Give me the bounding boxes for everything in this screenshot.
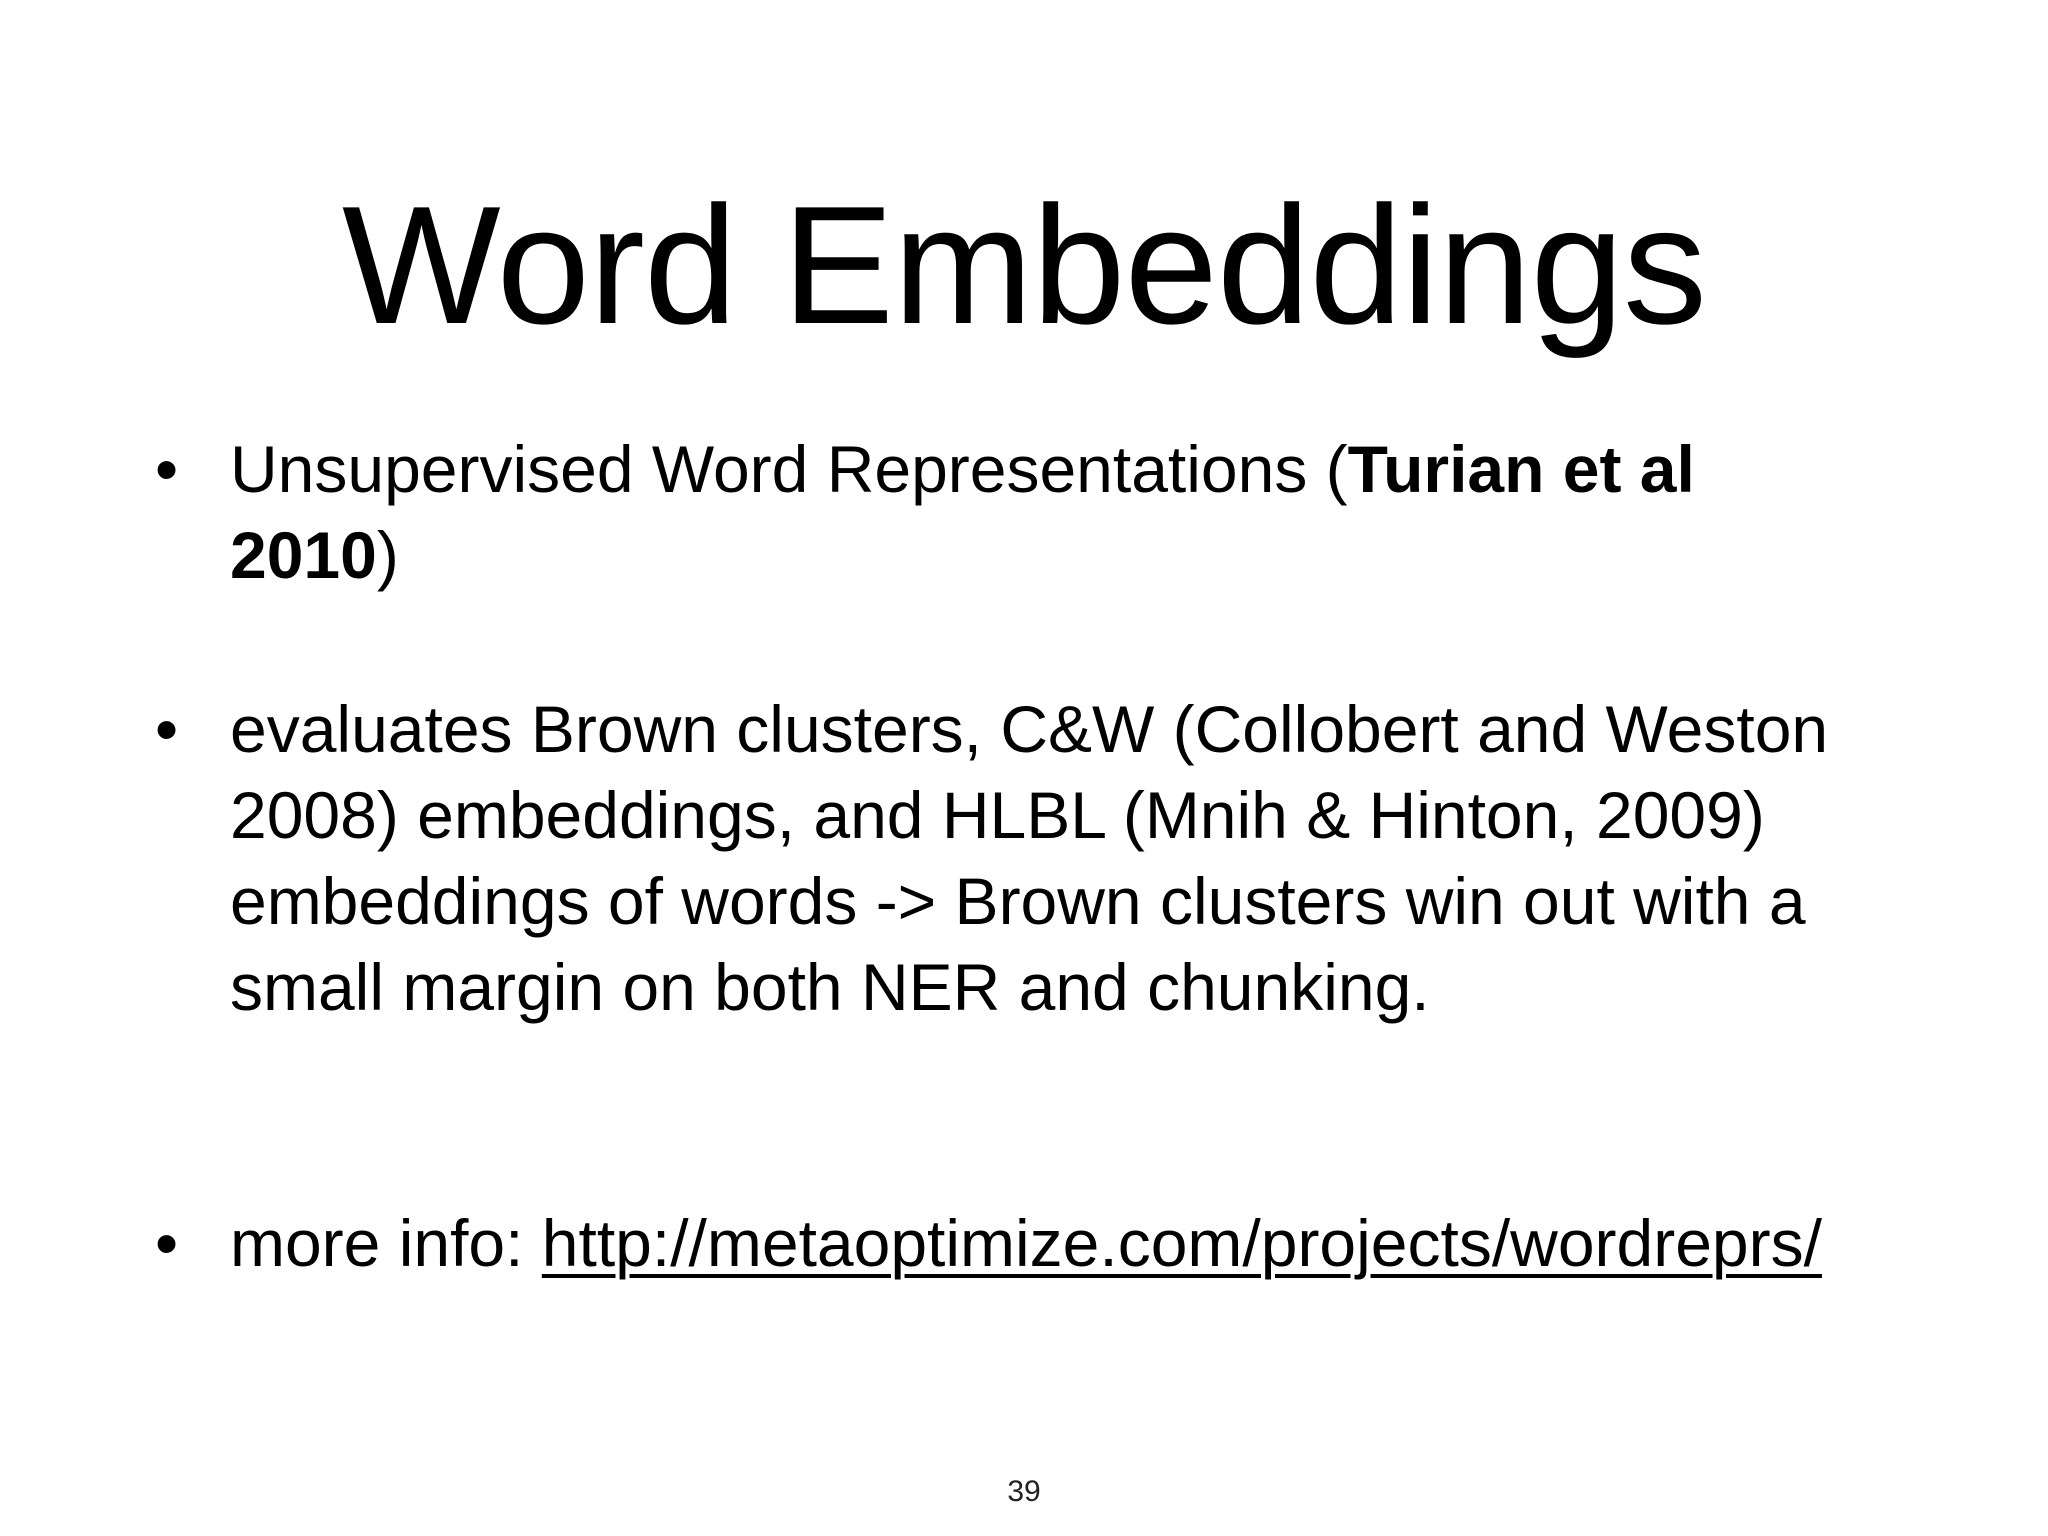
bullet-text: evaluates Brown clusters, C&W (Collobert and Weston 2008) embeddings, and HLBL (Mnih & Hinton, 2009) embeddings of words -> Brown clusters win out with a small margin on both NER and chunking.	[230, 692, 1829, 1024]
project-link[interactable]: http://metaoptimize.com/projects/wordreprs/	[541, 1206, 1822, 1280]
bullet-text-prefix: Unsupervised Word Representations (	[230, 432, 1348, 506]
bullet-item-evaluation	[155, 686, 1880, 1030]
citation-text: Turian et al 2010	[230, 432, 1695, 592]
slide-title: Word Embeddings	[342, 171, 1706, 359]
bullet-item-more-info	[155, 1200, 1880, 1286]
bullet-item-turian	[155, 426, 1880, 598]
bullet-text-suffix: )	[376, 518, 399, 592]
bullet-icon: •	[155, 692, 179, 766]
more-info-label: more info:	[230, 1206, 542, 1280]
bullet-icon: •	[155, 432, 179, 506]
page-number: 39	[1007, 1475, 1041, 1508]
bullet-icon: •	[155, 1206, 179, 1280]
